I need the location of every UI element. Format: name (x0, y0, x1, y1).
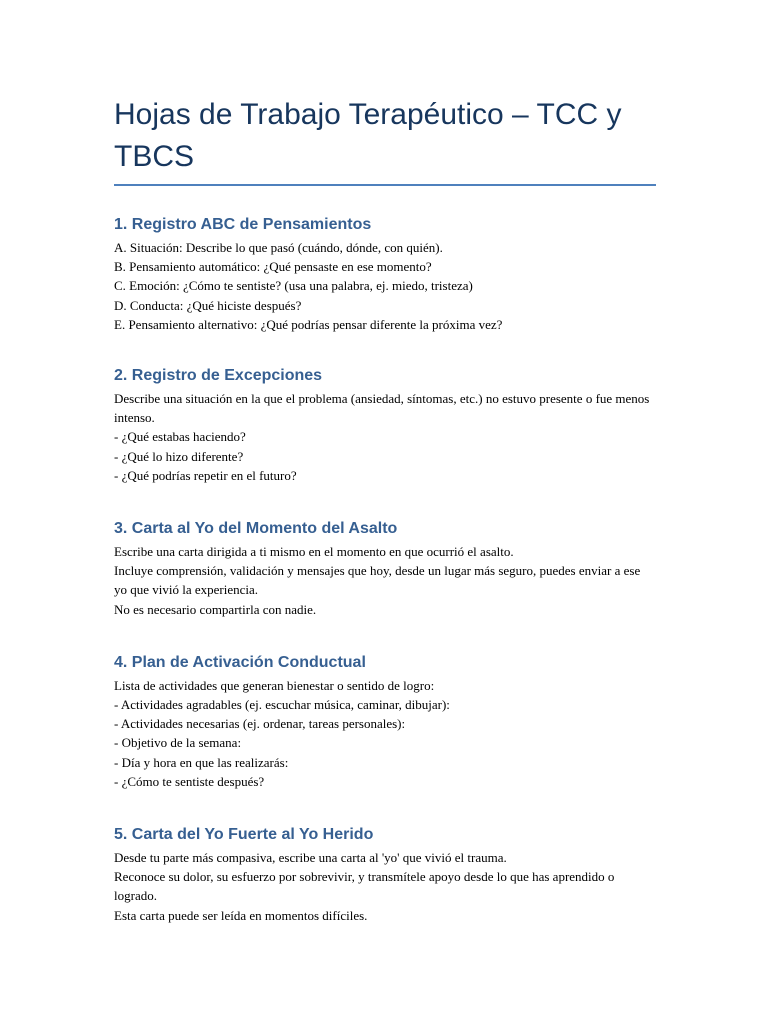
body-line: - ¿Cómo te sentiste después? (114, 773, 265, 789)
section-letter-strong-self (114, 824, 656, 925)
body-line: A. Situación: Describe lo que pasó (cuándo, dónde, con quién). (114, 240, 443, 255)
body-line: Escribe una carta dirigida a ti mismo en el momento en que ocurrió el asalto. (114, 544, 514, 560)
section-body (114, 848, 656, 925)
section-exceptions-record (114, 365, 656, 485)
body-line: - ¿Qué podrías repetir en el futuro? (114, 467, 297, 483)
body-line: Desde tu parte más compasiva, escribe una carta al 'yo' que vivió el trauma. (114, 850, 507, 866)
section-abc-record (114, 214, 656, 334)
section-heading: 4. Plan de Activación Conductual (114, 653, 366, 671)
body-line: C. Emoción: ¿Cómo te sentiste? (usa una palabra, ej. miedo, tristeza) (114, 278, 473, 294)
section-body (114, 542, 656, 619)
body-line: Incluye comprensión, validación y mensajes que hoy, desde un lugar más seguro, puedes enviar a ese yo que vivió la experiencia. (114, 563, 644, 598)
body-line: Esta carta puede ser leída en momentos difíciles. (114, 907, 368, 923)
section-body (114, 389, 656, 485)
body-line: - ¿Qué estabas haciendo? (114, 429, 246, 445)
body-line: D. Conducta: ¿Qué hiciste después? (114, 297, 302, 313)
section-heading: 1. Registro ABC de Pensamientos (114, 216, 372, 233)
body-line: No es necesario compartirla con nadie. (114, 601, 317, 617)
body-line: - Objetivo de la semana: (114, 735, 242, 751)
document-page (114, 94, 656, 925)
body-line: - ¿Qué lo hizo diferente? (114, 448, 244, 464)
section-heading: 5. Carta del Yo Fuerte al Yo Herido (114, 826, 374, 844)
body-line: - Día y hora en que las realizarás: (114, 754, 289, 770)
section-letter-to-past-self (114, 518, 656, 619)
body-line: Lista de actividades que generan bienestar o sentido de logro: (114, 677, 435, 693)
section-body (114, 238, 656, 334)
section-heading: 2. Registro de Excepciones (114, 367, 323, 385)
body-line: E. Pensamiento alternativo: ¿Qué podrías pensar diferente la próxima vez? (114, 316, 503, 332)
document-title: Hojas de Trabajo Terapéutico – TCC y TBCS (114, 94, 656, 186)
body-line: Reconoce su dolor, su esfuerzo por sobrevivir, y transmítele apoyo desde lo que has aprendido o logrado. (114, 869, 618, 904)
body-line: Describe una situación en la que el problema (ansiedad, síntomas, etc.) no estuvo presente o fue menos intenso. (114, 391, 653, 426)
body-line: - Actividades necesarias (ej. ordenar, tareas personales): (114, 716, 406, 732)
body-line: - Actividades agradables (ej. escuchar música, caminar, dibujar): (114, 697, 450, 713)
section-body (114, 676, 656, 791)
section-behavioral-activation (114, 652, 656, 791)
body-line: B. Pensamiento automático: ¿Qué pensaste en ese momento? (114, 259, 432, 275)
section-heading: 3. Carta al Yo del Momento del Asalto (114, 520, 398, 538)
